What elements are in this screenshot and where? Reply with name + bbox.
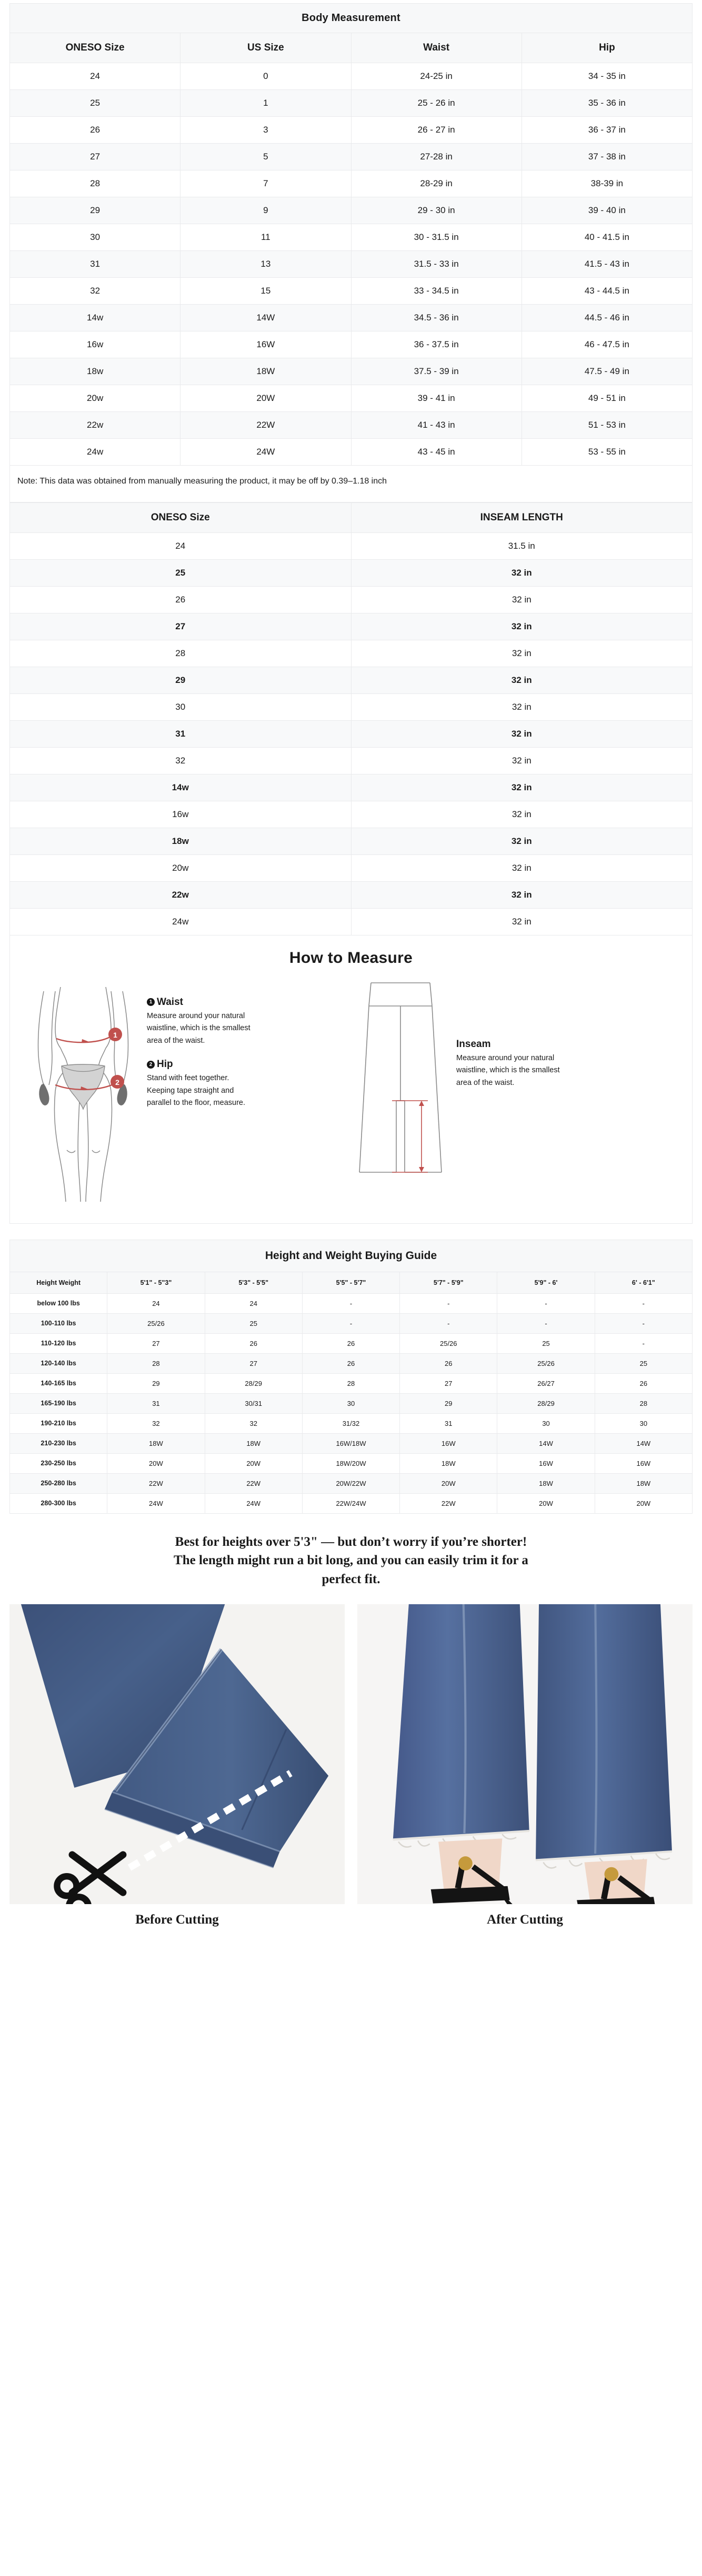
col-header-waist: Waist <box>351 33 522 63</box>
table-cell: 20W <box>205 1453 302 1473</box>
table-cell: 37.5 - 39 in <box>351 358 522 385</box>
table-row <box>10 1493 693 1513</box>
table-cell: 1 <box>180 90 351 117</box>
table-cell: 20W <box>400 1473 497 1493</box>
table-row <box>10 1333 693 1353</box>
waist-heading <box>147 997 257 1008</box>
table-cell: 32 in <box>351 747 693 774</box>
promo-line-1: Best for heights over 5'3" — but don’t worry if you’re shorter! <box>175 1534 527 1549</box>
col-header-height-range: 5'5" - 5'7" <box>302 1272 399 1293</box>
table-cell: 32 in <box>351 881 693 908</box>
inseam-measure-arrow <box>419 1101 424 1172</box>
body-measurement-body <box>10 63 693 466</box>
table-cell: 28 <box>10 640 352 667</box>
table-cell: 35 - 36 in <box>522 90 692 117</box>
table-cell: 33 - 34.5 in <box>351 278 522 305</box>
table-cell: 26 <box>10 117 180 144</box>
table-cell: 25 <box>10 90 180 117</box>
table-cell: 25 <box>205 1313 302 1333</box>
waist-description: Measure around your natural waistline, which is the smallest area of the waist. <box>147 1011 250 1045</box>
table-cell: 47.5 - 49 in <box>522 358 692 385</box>
table-cell: 18W <box>205 1433 302 1453</box>
body-figure-illustration <box>23 977 144 1205</box>
row-header-weight-range: 100-110 lbs <box>10 1313 107 1333</box>
hip-heading <box>147 1059 257 1070</box>
inseam-heading <box>456 1039 569 1050</box>
table-row <box>10 667 693 693</box>
table-cell: 26 <box>10 586 352 613</box>
table-cell: 28 <box>595 1393 692 1413</box>
table-cell: 29 <box>107 1373 205 1393</box>
col-header-height-range: 5'7" - 5'9" <box>400 1272 497 1293</box>
table-cell: 18W <box>595 1473 692 1493</box>
row-header-weight-range: 140-165 lbs <box>10 1373 107 1393</box>
table-row <box>10 640 693 667</box>
table-cell: 25 <box>497 1333 595 1353</box>
table-cell: 14W <box>497 1433 595 1453</box>
height-weight-title: Height and Weight Buying Guide <box>10 1240 693 1272</box>
inseam-section <box>0 502 702 935</box>
body-measurement-header-row <box>10 33 693 63</box>
table-cell: 39 - 41 in <box>351 385 522 412</box>
table-cell: 29 <box>400 1393 497 1413</box>
table-cell: 31 <box>10 251 180 278</box>
col-header-height-range: 5'9" - 6' <box>497 1272 595 1293</box>
table-cell: 31 <box>107 1393 205 1413</box>
table-row <box>10 1453 693 1473</box>
table-cell: - <box>400 1313 497 1333</box>
table-cell: 20W <box>497 1493 595 1513</box>
table-cell: 32 in <box>351 586 693 613</box>
table-cell: 36 - 37.5 in <box>351 331 522 358</box>
table-row <box>10 693 693 720</box>
table-row <box>10 385 693 412</box>
col-header-inseam-oneso-size: ONESO Size <box>10 502 352 532</box>
svg-text:2: 2 <box>115 1078 119 1086</box>
col-header-oneso-size: ONESO Size <box>10 33 180 63</box>
table-row <box>10 908 693 935</box>
table-cell: 26 <box>595 1373 692 1393</box>
table-cell: 14W <box>595 1433 692 1453</box>
after-cutting-photo <box>357 1604 693 1904</box>
table-cell: 25/26 <box>497 1353 595 1373</box>
table-cell: 32 in <box>351 801 693 828</box>
table-cell: 13 <box>180 251 351 278</box>
table-row <box>10 63 693 90</box>
table-cell: 34.5 - 36 in <box>351 305 522 331</box>
table-cell: - <box>595 1313 692 1333</box>
table-cell: 25 <box>595 1353 692 1373</box>
table-row <box>10 1313 693 1333</box>
waist-label: Waist <box>157 996 183 1008</box>
table-row <box>10 881 693 908</box>
table-cell: - <box>595 1333 692 1353</box>
table-cell: 16W/18W <box>302 1433 399 1453</box>
photo-card-before <box>9 1604 345 1941</box>
table-row <box>10 144 693 170</box>
table-cell: 34 - 35 in <box>522 63 692 90</box>
table-cell: 26/27 <box>497 1373 595 1393</box>
table-cell: 25 - 26 in <box>351 90 522 117</box>
table-cell: 14w <box>10 774 352 801</box>
table-cell: - <box>302 1293 399 1313</box>
before-cutting-caption: Before Cutting <box>135 1913 219 1927</box>
table-cell: 16W <box>400 1433 497 1453</box>
table-cell: 51 - 53 in <box>522 412 692 439</box>
table-cell: 22W <box>400 1493 497 1513</box>
table-row <box>10 532 693 559</box>
waist-marker-badge: 1 <box>147 998 155 1006</box>
table-cell: 30 <box>497 1413 595 1433</box>
table-cell: 32 in <box>351 613 693 640</box>
table-cell: 27 <box>10 613 352 640</box>
table-cell: 32 <box>107 1413 205 1433</box>
table-row <box>10 747 693 774</box>
table-cell: 16w <box>10 331 180 358</box>
measure-column-inseam <box>351 977 679 1205</box>
table-cell: 20W/22W <box>302 1473 399 1493</box>
table-cell: 41.5 - 43 in <box>522 251 692 278</box>
body-measurement-title: Body Measurement <box>10 4 693 33</box>
how-to-measure-title: How to Measure <box>289 949 413 967</box>
svg-text:1: 1 <box>113 1030 117 1039</box>
table-cell: 7 <box>180 170 351 197</box>
waist-measure-line <box>56 1037 110 1043</box>
table-cell: 22W <box>180 412 351 439</box>
table-cell: 27-28 in <box>351 144 522 170</box>
table-row <box>10 117 693 144</box>
table-cell: 22W <box>205 1473 302 1493</box>
col-header-height-weight: Height Weight <box>10 1272 107 1293</box>
table-cell: - <box>595 1293 692 1313</box>
row-header-weight-range: 280-300 lbs <box>10 1493 107 1513</box>
hip-marker-badge: 2 <box>147 1061 155 1069</box>
hip-description: Stand with feet together. Keeping tape straight and parallel to the floor, measure. <box>147 1074 245 1108</box>
table-cell: 18w <box>10 358 180 385</box>
table-cell: 30 <box>10 693 352 720</box>
height-weight-table <box>9 1240 693 1514</box>
table-cell: 36 - 37 in <box>522 117 692 144</box>
table-row <box>10 586 693 613</box>
table-cell: 26 - 27 in <box>351 117 522 144</box>
body-measurement-table <box>9 3 693 502</box>
inseam-description: Measure around your natural waistline, which is the smallest area of the waist. <box>456 1053 560 1087</box>
table-cell: 26 <box>302 1333 399 1353</box>
after-cutting-caption: After Cutting <box>487 1913 563 1927</box>
row-header-weight-range: 210-230 lbs <box>10 1433 107 1453</box>
table-cell: 24 <box>107 1293 205 1313</box>
row-header-weight-range: 165-190 lbs <box>10 1393 107 1413</box>
row-header-weight-range: 250-280 lbs <box>10 1473 107 1493</box>
table-cell: 18W/20W <box>302 1453 399 1473</box>
table-cell: 43 - 44.5 in <box>522 278 692 305</box>
col-header-us-size: US Size <box>180 33 351 63</box>
row-header-weight-range: 230-250 lbs <box>10 1453 107 1473</box>
table-cell: 16w <box>10 801 352 828</box>
table-cell: 26 <box>205 1333 302 1353</box>
table-cell: 22W <box>107 1473 205 1493</box>
inseam-text-block <box>451 977 569 1089</box>
table-row <box>10 358 693 385</box>
measure-text-block <box>144 977 257 1110</box>
table-row <box>10 90 693 117</box>
table-cell: 20w <box>10 854 352 881</box>
col-header-height-range: 6' - 6'1" <box>595 1272 692 1293</box>
table-cell: 30 - 31.5 in <box>351 224 522 251</box>
table-cell: 31.5 in <box>351 532 693 559</box>
row-header-weight-range: 190-210 lbs <box>10 1413 107 1433</box>
table-cell: 32 in <box>351 854 693 881</box>
table-cell: 31/32 <box>302 1413 399 1433</box>
table-row <box>10 197 693 224</box>
table-row <box>10 854 693 881</box>
table-cell: 31 <box>10 720 352 747</box>
table-cell: 31 <box>400 1413 497 1433</box>
col-header-height-range: 5'3" - 5'5" <box>205 1272 302 1293</box>
table-cell: 30 <box>10 224 180 251</box>
table-row <box>10 828 693 854</box>
table-row <box>10 224 693 251</box>
table-cell: 16W <box>497 1453 595 1473</box>
table-cell: 22W/24W <box>302 1493 399 1513</box>
photo-comparison-section <box>0 1600 702 1941</box>
hip-label: Hip <box>157 1059 173 1070</box>
table-cell: - <box>497 1313 595 1333</box>
table-cell: 24W <box>107 1493 205 1513</box>
table-row <box>10 559 693 586</box>
table-cell: 25/26 <box>107 1313 205 1333</box>
table-cell: 32 in <box>351 667 693 693</box>
table-cell: 22w <box>10 881 352 908</box>
inseam-table <box>9 502 693 935</box>
body-measurement-section <box>0 3 702 502</box>
table-cell: 32 in <box>351 559 693 586</box>
promo-line-2: The length might run a bit long, and you can easily trim it for a <box>174 1553 528 1568</box>
table-cell: 28/29 <box>497 1393 595 1413</box>
pants-figure-illustration <box>351 977 451 1205</box>
table-cell: 9 <box>180 197 351 224</box>
table-cell: 32 in <box>351 640 693 667</box>
col-header-inseam-length: INSEAM LENGTH <box>351 502 693 532</box>
inseam-label: Inseam <box>456 1038 491 1050</box>
table-cell: 24W <box>205 1493 302 1513</box>
table-cell: 32 <box>205 1413 302 1433</box>
promo-line-3: perfect fit. <box>322 1572 380 1586</box>
table-cell: 46 - 47.5 in <box>522 331 692 358</box>
table-cell: 16W <box>595 1453 692 1473</box>
table-cell: 28-29 in <box>351 170 522 197</box>
table-cell: 18W <box>497 1473 595 1493</box>
table-cell: 26 <box>400 1353 497 1373</box>
table-cell: 40 - 41.5 in <box>522 224 692 251</box>
table-cell: 49 - 51 in <box>522 385 692 412</box>
table-cell: 24 <box>205 1293 302 1313</box>
table-cell: 20W <box>107 1453 205 1473</box>
table-cell: 39 - 40 in <box>522 197 692 224</box>
table-cell: 41 - 43 in <box>351 412 522 439</box>
table-cell: 24w <box>10 908 352 935</box>
table-cell: 32 in <box>351 774 693 801</box>
table-cell: 3 <box>180 117 351 144</box>
table-cell: 37 - 38 in <box>522 144 692 170</box>
table-cell: 18W <box>107 1433 205 1453</box>
table-cell: 28/29 <box>205 1373 302 1393</box>
table-cell: 44.5 - 46 in <box>522 305 692 331</box>
table-row <box>10 1353 693 1373</box>
table-cell: 18W <box>400 1453 497 1473</box>
table-cell: - <box>400 1293 497 1313</box>
table-row <box>10 1473 693 1493</box>
table-cell: 20W <box>180 385 351 412</box>
before-cutting-photo <box>9 1604 345 1904</box>
table-row <box>10 1393 693 1413</box>
table-cell: 29 <box>10 667 352 693</box>
row-header-weight-range: 110-120 lbs <box>10 1333 107 1353</box>
table-cell: 11 <box>180 224 351 251</box>
table-cell: 24-25 in <box>351 63 522 90</box>
col-header-hip: Hip <box>522 33 692 63</box>
table-cell: 28 <box>302 1373 399 1393</box>
table-cell: 30 <box>302 1393 399 1413</box>
table-cell: 38-39 in <box>522 170 692 197</box>
table-cell: 30/31 <box>205 1393 302 1413</box>
height-weight-header-row <box>10 1272 693 1293</box>
table-cell: 32 in <box>351 693 693 720</box>
table-cell: 22w <box>10 412 180 439</box>
table-row <box>10 774 693 801</box>
table-cell: 30 <box>595 1413 692 1433</box>
table-cell: 28 <box>10 170 180 197</box>
table-cell: 25 <box>10 559 352 586</box>
table-row <box>10 170 693 197</box>
table-cell: 27 <box>107 1333 205 1353</box>
table-cell: 27 <box>205 1353 302 1373</box>
table-cell: 15 <box>180 278 351 305</box>
table-cell: 53 - 55 in <box>522 439 692 466</box>
table-cell: 14w <box>10 305 180 331</box>
inseam-header-row <box>10 502 693 532</box>
table-cell: 27 <box>400 1373 497 1393</box>
row-header-weight-range: 120-140 lbs <box>10 1353 107 1373</box>
table-row <box>10 1433 693 1453</box>
table-cell: 31.5 - 33 in <box>351 251 522 278</box>
table-row <box>10 278 693 305</box>
table-row <box>10 412 693 439</box>
table-cell: 5 <box>180 144 351 170</box>
table-cell: 32 <box>10 278 180 305</box>
table-cell: - <box>497 1293 595 1313</box>
measure-column-body <box>23 977 351 1205</box>
how-to-measure-section <box>0 935 702 1224</box>
table-cell: 0 <box>180 63 351 90</box>
table-cell: 32 in <box>351 720 693 747</box>
table-cell: 24W <box>180 439 351 466</box>
height-weight-guide-section <box>0 1240 702 1514</box>
table-cell: 32 in <box>351 908 693 935</box>
table-row <box>10 1293 693 1313</box>
table-cell: 24 <box>10 63 180 90</box>
table-cell: 29 - 30 in <box>351 197 522 224</box>
table-cell: 18w <box>10 828 352 854</box>
table-row <box>10 331 693 358</box>
table-cell: 43 - 45 in <box>351 439 522 466</box>
table-cell: 27 <box>10 144 180 170</box>
photo-card-after <box>357 1604 693 1941</box>
table-cell: 18W <box>180 358 351 385</box>
col-header-height-range: 5'1" - 5"3" <box>107 1272 205 1293</box>
table-row <box>10 305 693 331</box>
table-cell: 25/26 <box>400 1333 497 1353</box>
promo-text <box>0 1514 702 1601</box>
table-cell: 24w <box>10 439 180 466</box>
inseam-body <box>10 532 693 935</box>
table-row <box>10 613 693 640</box>
table-row <box>10 801 693 828</box>
table-cell: 28 <box>107 1353 205 1373</box>
table-cell: 20w <box>10 385 180 412</box>
table-cell: 26 <box>302 1353 399 1373</box>
table-cell: 14W <box>180 305 351 331</box>
table-cell: 24 <box>10 532 352 559</box>
table-cell: 20W <box>595 1493 692 1513</box>
table-cell: 16W <box>180 331 351 358</box>
table-cell: - <box>302 1313 399 1333</box>
table-row <box>10 720 693 747</box>
table-row <box>10 1413 693 1433</box>
height-weight-body <box>10 1293 693 1513</box>
table-row <box>10 439 693 466</box>
table-row <box>10 1373 693 1393</box>
table-cell: 32 in <box>351 828 693 854</box>
table-cell: 32 <box>10 747 352 774</box>
table-row <box>10 251 693 278</box>
row-header-weight-range: below 100 lbs <box>10 1293 107 1313</box>
body-measurement-note: Note: This data was obtained from manually measuring the product, it may be off by 0.39–1.18 inch <box>10 466 693 502</box>
table-cell: 29 <box>10 197 180 224</box>
